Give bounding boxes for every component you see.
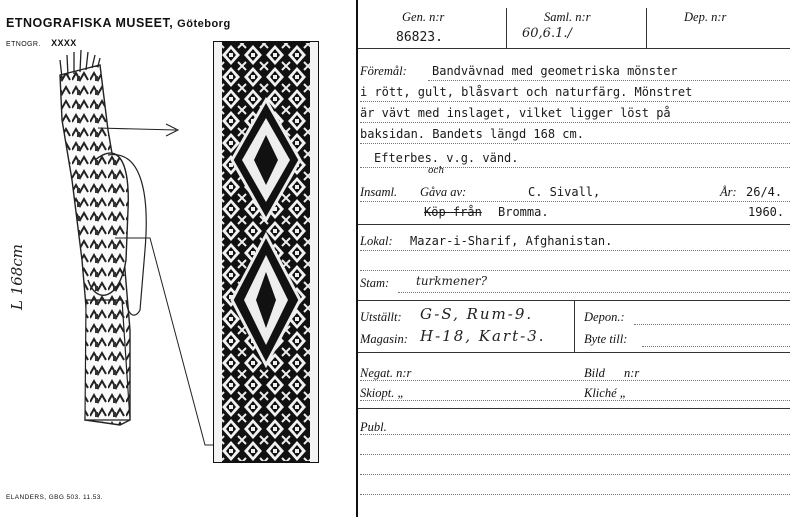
year-value: 1960.: [748, 205, 785, 219]
och-note: och: [428, 166, 445, 176]
gen-nr-value: 86823.: [396, 30, 443, 45]
foremal-dots-3: [360, 122, 790, 123]
magasin-value: H-18, Kart-3.: [420, 327, 546, 345]
insaml-rule: [358, 224, 790, 225]
magasin-label: Magasin:: [360, 332, 408, 346]
lokal-label: Lokal:: [360, 234, 393, 248]
saml-nr-value: 60,6.1./: [522, 26, 572, 41]
donor-place: Bromma.: [498, 205, 549, 219]
bild-label: Bild: [584, 366, 605, 380]
header-sep-1: [506, 8, 507, 48]
donor-place-crossed: Köp från: [424, 205, 482, 219]
foremal-dots-4: [360, 143, 790, 144]
left-panel: [0, 0, 352, 517]
foremal-line-3: är vävt med inslaget, vilket ligger löst på: [360, 106, 671, 120]
ar-value: 26/4.: [746, 185, 783, 199]
utstallt-value: G-S, Rum-9.: [420, 305, 534, 323]
gava-label: Gåva av:: [420, 185, 467, 199]
negat-dots: [360, 380, 790, 381]
efterbes-dots: [360, 167, 790, 168]
catalog-card: [358, 0, 800, 517]
header-sep-2: [646, 8, 647, 48]
publ-dots-1: [360, 434, 790, 435]
negat-rule: [358, 408, 790, 409]
saml-nr-label: Saml. n:r: [544, 10, 591, 24]
lokal-value: Mazar-i-Sharif, Afghanistan.: [410, 234, 613, 248]
utstallt-label: Utställt:: [360, 310, 402, 324]
bild-nr-label: n:r: [624, 366, 640, 380]
stam-value: turkmener?: [416, 274, 488, 288]
efterbes-note: Efterbes. v.g. vänd.: [374, 151, 519, 165]
negat-label: Negat. n:r: [360, 366, 412, 380]
band-sketch: [0, 0, 352, 517]
byte-label: Byte till:: [584, 332, 628, 346]
publ-label: Publ.: [360, 420, 387, 434]
dep-nr-label: Dep. n:r: [684, 10, 727, 24]
lokal-dots-2: [360, 270, 790, 271]
stam-dots: [398, 292, 790, 293]
publ-dots-2: [360, 454, 790, 455]
foremal-dots-1: [428, 80, 790, 81]
foremal-line-2: i rött, gult, blåsvart och naturfärg. Mönstret: [360, 85, 693, 99]
publ-dots-4: [360, 494, 790, 495]
donor-name: C. Sivall,: [528, 185, 601, 199]
publ-dots-3: [360, 474, 790, 475]
insaml-dots: [360, 201, 790, 202]
location-rule: [358, 352, 790, 353]
ar-label: År:: [720, 185, 737, 199]
byte-dots: [642, 346, 790, 347]
foremal-line-4: baksidan. Bandets längd 168 cm.: [360, 127, 584, 141]
depon-dots: [634, 324, 790, 325]
length-annotation: L 168cm: [8, 244, 26, 310]
skiopt-label: Skiopt. „: [360, 386, 405, 400]
foremal-line-1: Bandvävnad med geometriska mönster: [432, 64, 678, 78]
depon-label: Depon.:: [584, 310, 625, 324]
foremal-label: Föremål:: [360, 64, 407, 78]
foremal-dots-2: [360, 101, 790, 102]
stam-label: Stam:: [360, 276, 390, 290]
location-sep: [574, 300, 575, 352]
printer-mark: ELANDERS, GBG 503. 11.53.: [6, 494, 103, 501]
lokal-dots-1: [360, 250, 790, 251]
header-rule: [358, 48, 790, 49]
skiopt-dots: [360, 400, 790, 401]
gen-nr-label: Gen. n:r: [402, 10, 445, 24]
kliche-label: Kliché „: [584, 386, 627, 400]
insaml-label: Insaml.: [360, 185, 398, 199]
museum-city: Göteborg: [177, 18, 231, 30]
museum-name: ETNOGRAFISKA MUSEET,: [6, 16, 174, 30]
etnogr-label: ETNOGR.: [6, 41, 41, 48]
etnogr-crossed: XXXX: [51, 38, 77, 48]
